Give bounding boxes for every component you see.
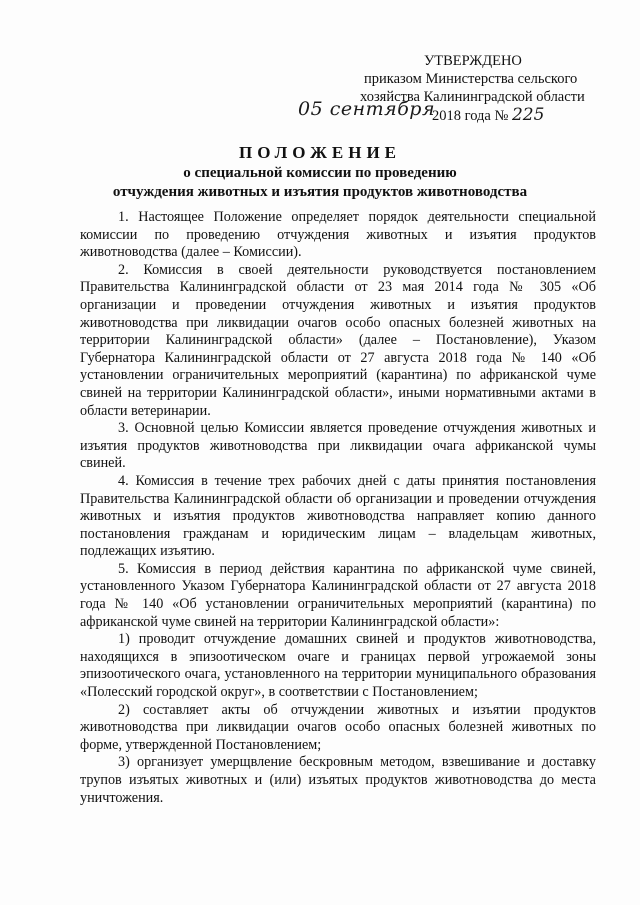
approval-year: 2018 года № <box>432 108 509 124</box>
paragraph-2: 2. Комиссия в своей деятельности руководствуется постановлением Правительства Калининградской области от 23 мая 2014 года № 305 «Об организации и проведении отчуждения животных и изъятия продуктов животноводства при ликвидации очагов особо опасных болезней животных на территории Калининградской области» (далее – Постановление), Указом Губернатора Калининградской области от 27 августа 2018 года № 140 «Об установлении ограничительных мероприятий (карантина) по африканской чуме свиней на территории Калининградской области», иными нормативными актами в области ветеринарии. <box>80 261 596 419</box>
paragraph-5: 5. Комиссия в период действия карантина по африканской чуме свиней, установленного Указом Губернатора Калининградской области от 27 августа 2018 года № 140 «Об установлении ограничительных мероприятий (карантина) по африканской чуме свиней на территории Калининградской области»: <box>80 560 596 630</box>
approval-stamp <box>298 52 630 125</box>
approval-ministry-line: хозяйства Калининградской области <box>360 89 585 105</box>
handwritten-date: 05 сентября <box>298 98 436 120</box>
subitem-2: 2) составляет акты об отчуждении животных и изъятии продуктов животноводства при ликвидации очагов особо опасных болезней животных по форме, утвержденной Постановлением; <box>80 701 596 753</box>
approval-order-line: приказом Министерства сельского <box>364 71 578 87</box>
approval-date-line <box>298 98 630 125</box>
document-body <box>80 209 596 807</box>
paragraph-3: 3. Основной целью Комиссии является проведение отчуждения животных и изъятия продуктов животноводства при ликвидации очага африканской чумы свиней. <box>80 420 596 472</box>
subitem-3: 3) организует умерщвление бескровным методом, взвешивание и доставку трупов изъятых животных и (или) изъятых продуктов животноводства до места уничтожения. <box>80 754 596 806</box>
document-subtitle-1: о специальной комиссии по проведению <box>183 165 457 181</box>
subitem-1: 1) проводит отчуждение домашних свиней и продуктов животноводства, находящихся в эпизоотическом очаге и границах первой угрожаемой зоны эпизоотического очага, установленного на территории муниципального образования «Полесский городской округ», в соответствии с Постановлением; <box>80 631 596 701</box>
approval-title: УТВЕРЖДЕНО <box>424 53 522 69</box>
paragraph-4: 4. Комиссия в течение трех рабочих дней с даты принятия постановления Правительства Калининградской области об организации и проведении отчуждения животных и изъятия продуктов животноводства направляет копию данного постановления гражданам и юридическим лицам – владельцам животных, подлежащих изъятию. <box>80 472 596 560</box>
handwritten-number: 225 <box>511 105 545 125</box>
document-title: ПОЛОЖЕНИЕ <box>239 143 401 162</box>
document-heading <box>0 143 640 202</box>
paragraph-1: 1. Настоящее Положение определяет порядок деятельности специальной комиссии по проведению отчуждения животных и изъятия продуктов животноводства (далее – Комиссии). <box>80 209 596 261</box>
document-subtitle-2: отчуждения животных и изъятия продуктов животноводства <box>112 184 528 200</box>
